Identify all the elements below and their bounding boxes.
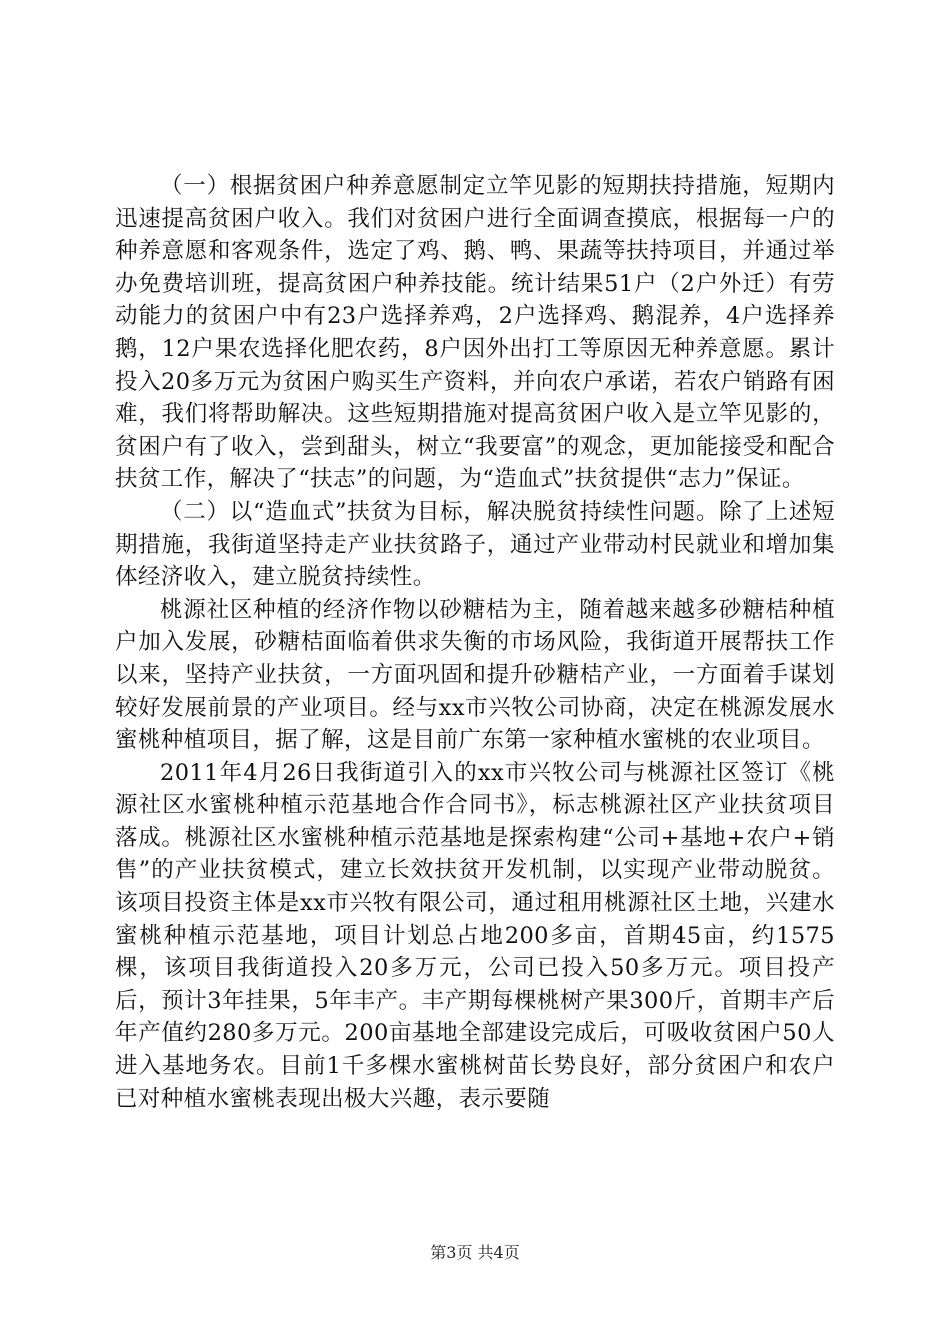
body-text — [115, 170, 835, 1115]
paragraph-2: （二）以“造血式”扶贫为目标，解决脱贫持续性问题。除了上述短期措施，我街道坚持走产业扶贫路子，通过产业带动村民就业和增加集体经济收入，建立脱贫持续性。 — [115, 498, 835, 591]
page-footer: 第3页 共4页 — [430, 1243, 520, 1262]
paragraph-4: 2011年4月26日我街道引入的xx市兴牧公司与桃源社区签订《桃源社区水蜜桃种植示范基地合作合同书》，标志桃源社区产业扶贫项目落成。桃源社区水蜜桃种植示范基地是探索构建“公司+基地+农户+销售”的产业扶贫模式，建立长效扶贫开发机制，以实现产业带动脱贫。该项目投资主体是xx市兴牧有限公司，通过租用桃源社区土地，兴建水蜜桃种植示范基地，项目计划总占地200多亩，首期45亩，约1575棵，该项目我街道投入20多万元，公司已投入50多万元。项目投产后，预计3年挂果，5年丰产。丰产期每棵桃树产果300斤，首期丰产后年产值约280多万元。200亩基地全部建设完成后，可吸收贫困户50人进入基地务农。目前1千多棵水蜜桃树苗长势良好，部分贫困户和农户已对种植水蜜桃表现出极大兴趣，表示要随 — [115, 759, 835, 1112]
paragraph-1: （一）根据贫困户种养意愿制定立竿见影的短期扶持措施，短期内迅速提高贫困户收入。我们对贫困户进行全面调查摸底，根据每一户的种养意愿和客观条件，选定了鸡、鹅、鸭、果蔬等扶持项目，并通过举办免费培训班，提高贫困户种养技能。统计结果51户（2户外迁）有劳动能力的贫困户中有23户选择养鸡，2户选择鸡、鹅混养，4户选择养鹅，12户果农选择化肥农药，8户因外出打工等原因无种养意愿。累计投入20多万元为贫困户购买生产资料，并向农户承诺，若农户销路有困难，我们将帮助解决。这些短期措施对提高贫困户收入是立竿见影的，贫困户有了收入，尝到甜头，树立“我要富”的观念，更加能接受和配合扶贫工作，解决了“扶志”的问题，为“造血式”扶贫提供“志力”保证。 — [115, 173, 835, 493]
paragraph-3: 桃源社区种植的经济作物以砂糖桔为主，随着越来越多砂糖桔种植户加入发展，砂糖桔面临着供求失衡的市场风险，我街道开展帮扶工作以来，坚持产业扶贫，一方面巩固和提升砂糖桔产业，一方面着手谋划较好发展前景的产业项目。经与xx市兴牧公司协商，决定在桃源发展水蜜桃种植项目，据了解，这是目前广东第一家种植水蜜桃的农业项目。 — [115, 596, 835, 754]
